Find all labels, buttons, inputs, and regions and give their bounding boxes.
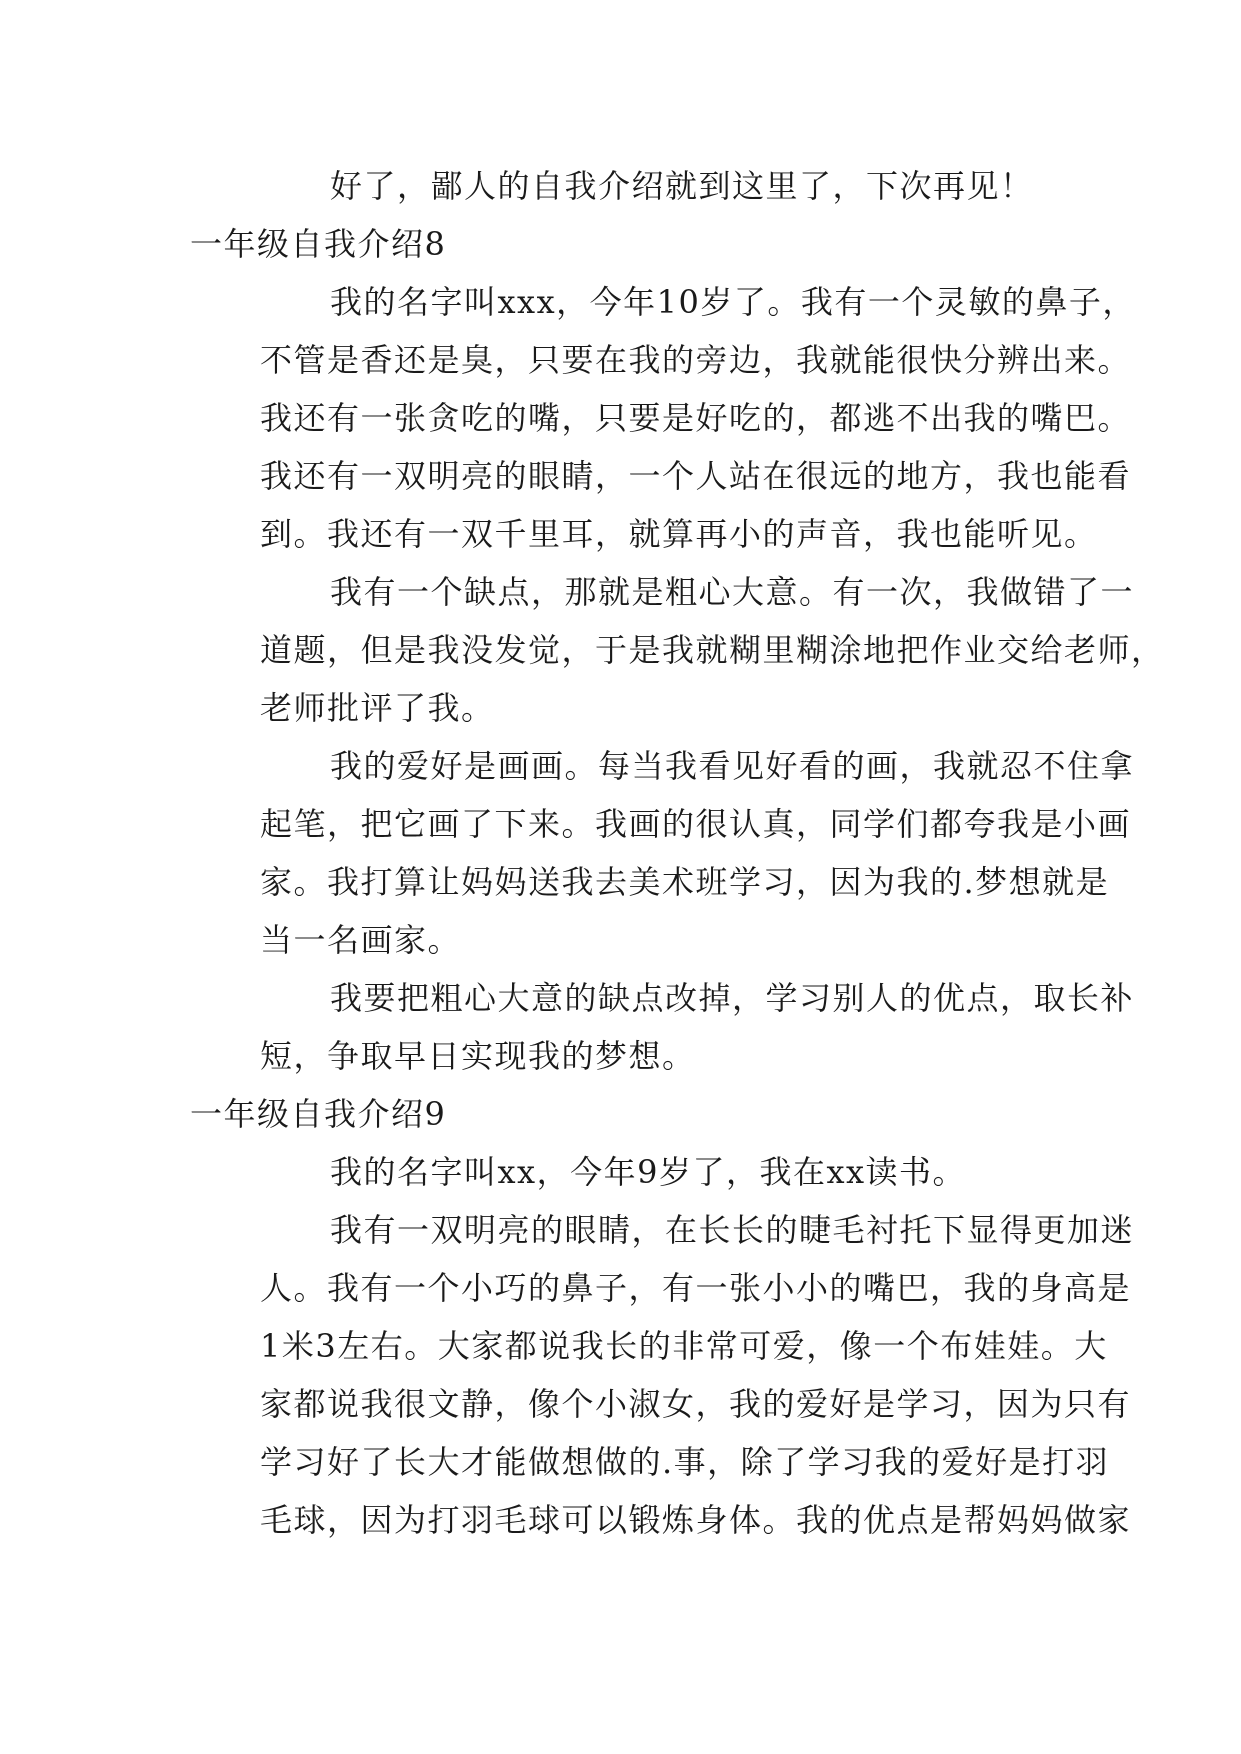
- paragraph-intro-9: [190, 1143, 1060, 1201]
- section-heading-9: 一年级自我介绍9: [190, 1095, 447, 1133]
- text-line: 我还有一双明亮的眼睛，一个人站在很远的地方，我也能看: [260, 457, 1132, 495]
- text-line: 道题，但是我没发觉，于是我就糊里糊涂地把作业交给老师，: [260, 631, 1165, 669]
- paragraph-shortcoming: [190, 563, 1165, 737]
- text-line: 1米3左右。大家都说我长的非常可爱，像一个布娃娃。大: [260, 1327, 1108, 1365]
- text-line: 我的爱好是画画。每当我看见好看的画，我就忍不住拿: [330, 747, 1135, 785]
- text-line: 不管是香还是臭，只要在我的旁边，我就能很快分辨出来。: [260, 341, 1132, 379]
- text-line: 毛球，因为打羽毛球可以锻炼身体。我的优点是帮妈妈做家: [260, 1501, 1132, 1539]
- text-line: 起笔，把它画了下来。我画的很认真，同学们都夸我是小画: [260, 805, 1132, 843]
- text-line: 我有一个缺点，那就是粗心大意。有一次，我做错了一: [330, 573, 1135, 611]
- document-body: [190, 157, 1165, 1549]
- text-line: 我的名字叫xxx，今年10岁了。我有一个灵敏的鼻子，: [330, 283, 1136, 321]
- text-line: 短，争取早日实现我的梦想。: [260, 1037, 696, 1075]
- paragraph-goal: [190, 969, 1135, 1085]
- text-line: 当一名画家。: [260, 921, 462, 959]
- text-line: 家都说我很文静，像个小淑女，我的爱好是学习，因为只有: [260, 1385, 1132, 1423]
- text-line: 我还有一张贪吃的嘴，只要是好吃的，都逃不出我的嘴巴。: [260, 399, 1132, 437]
- text-line: 学习好了长大才能做想做的.事，除了学习我的爱好是打羽: [260, 1443, 1110, 1481]
- text-line: 好了，鄙人的自我介绍就到这里了，下次再见！: [330, 167, 1034, 205]
- section-heading-8: 一年级自我介绍8: [190, 225, 447, 263]
- text-line: 家。我打算让妈妈送我去美术班学习，因为我的.梦想就是: [260, 863, 1110, 901]
- text-line: 我要把粗心大意的缺点改掉，学习别人的优点，取长补: [330, 979, 1135, 1017]
- text-line: 到。我还有一双千里耳，就算再小的声音，我也能听见。: [260, 515, 1098, 553]
- text-line: 老师批评了我。: [260, 689, 495, 727]
- text-line: 人。我有一个小巧的鼻子，有一张小小的嘴巴，我的身高是: [260, 1269, 1132, 1307]
- paragraph-closing: [190, 157, 1060, 215]
- text-line: 我有一双明亮的眼睛，在长长的睫毛衬托下显得更加迷: [330, 1211, 1135, 1249]
- text-line: 我的名字叫xx，今年9岁了，我在xx读书。: [330, 1153, 967, 1191]
- paragraph-intro-8: [190, 273, 1136, 563]
- paragraph-appearance: [190, 1201, 1135, 1549]
- paragraph-hobby: [190, 737, 1135, 969]
